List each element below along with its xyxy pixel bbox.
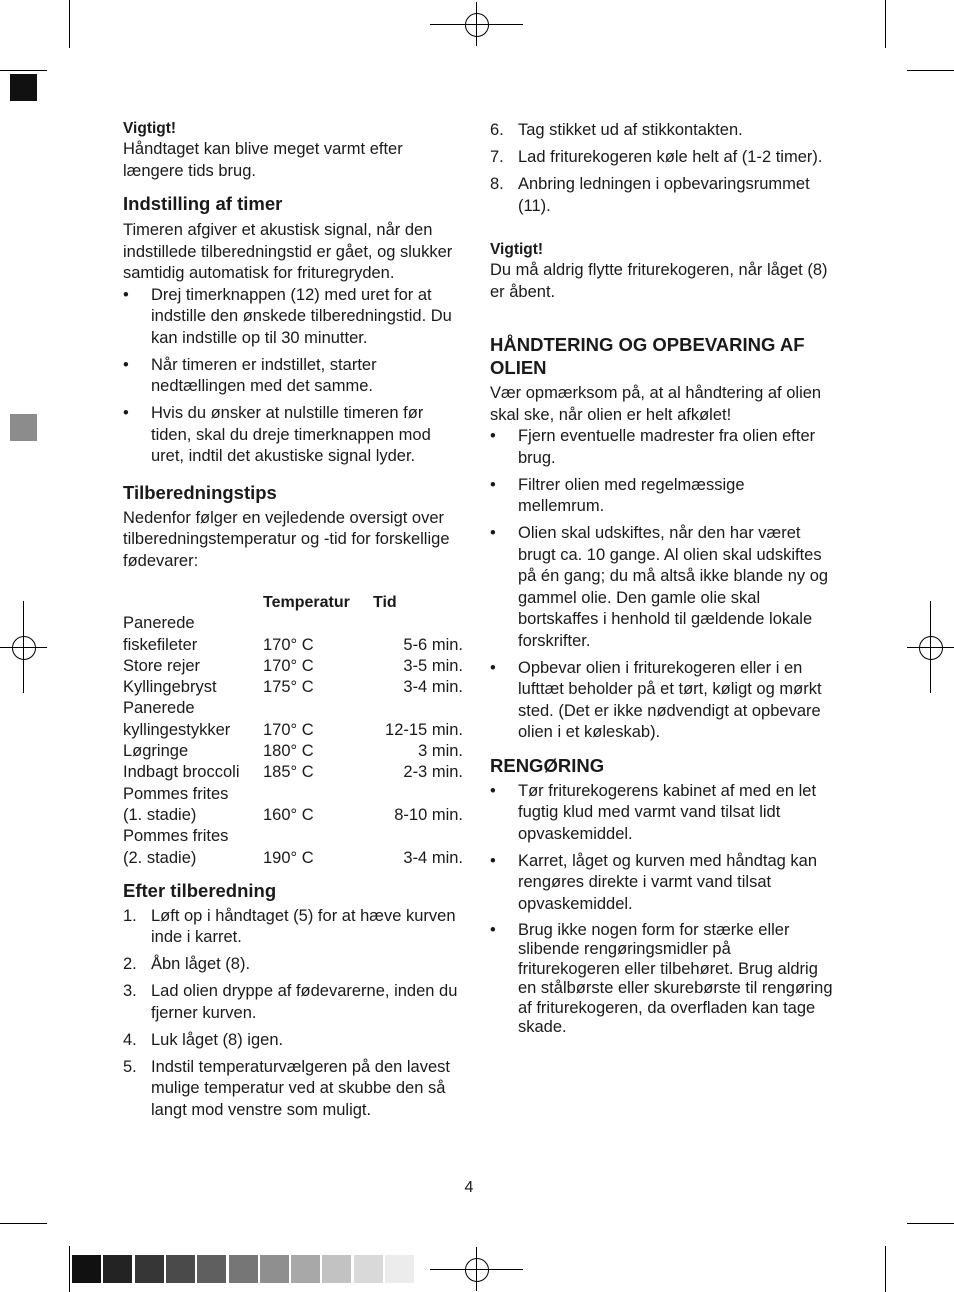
bullet-glyph: • <box>490 658 496 677</box>
food-cell: Indbagt broccoli <box>123 763 240 782</box>
left-column <box>123 118 463 1127</box>
list-item: 5. Indstil temperaturvælgeren på den lavest mulige temperatur ved at skubbe den så langt mod venstre som muligt. <box>123 1057 450 1119</box>
food-cell: Store rejer <box>123 656 201 675</box>
table-row <box>123 677 463 698</box>
color-swatch <box>229 1255 258 1283</box>
color-swatch <box>354 1255 383 1283</box>
cooking-table <box>123 592 463 869</box>
table-row <box>123 741 463 762</box>
temperature-cell: 180° C <box>263 742 314 761</box>
time-cell: 3 min. <box>418 742 463 761</box>
food-cell: Pommes frites <box>123 784 229 803</box>
crop-mark <box>69 1246 70 1292</box>
timer-intro: Timeren afgiver et akustisk signal, når den indstillede tilberedningstid er gået, og slukker samtidig automatisk for frituregryden. <box>123 221 453 282</box>
list-item: • Når timeren er indstillet, starter nedtællingen med det samme. <box>123 355 377 395</box>
important-title: Vigtigt! <box>123 120 177 137</box>
bullet-glyph: • <box>123 404 129 422</box>
cleaning-heading: RENGØRING <box>490 754 605 776</box>
table-row <box>123 784 463 805</box>
after-heading: Efter tilberedning <box>123 879 277 901</box>
table-row <box>123 848 463 869</box>
crop-mark <box>885 1246 886 1292</box>
important-note <box>123 118 463 182</box>
crop-mark <box>885 0 886 48</box>
table-header-row <box>123 592 463 613</box>
bullet-glyph: • <box>490 920 496 939</box>
temperature-cell: 185° C <box>263 763 314 782</box>
after-steps <box>123 906 463 1122</box>
list-item: • Hvis du ønsker at nulstille timeren før tiden, skal du dreje timerknappen mod uret, indtil det akustiske signal lyder. <box>123 404 431 465</box>
color-swatch <box>135 1255 164 1283</box>
time-cell: 2-3 min. <box>403 763 463 782</box>
color-swatch <box>385 1255 414 1283</box>
bullet-glyph: • <box>490 475 496 494</box>
food-cell: Kyllingebryst <box>123 678 217 697</box>
time-cell: 3-4 min. <box>403 678 463 697</box>
food-cell: Løgringe <box>123 742 189 761</box>
col-time: Tid <box>373 594 397 611</box>
bullet-glyph: • <box>123 355 129 374</box>
important-text: Du må aldrig flytte friturekogeren, når låget (8) er åbent. <box>490 261 828 301</box>
list-item: 8. Anbring ledningen i opbevaringsrummet (11). <box>490 175 810 215</box>
list-item: 7. Lad friturekogeren køle helt af (1-2 timer). <box>490 148 823 166</box>
color-swatch <box>197 1255 226 1283</box>
table-row <box>123 826 463 847</box>
list-item: 4. Luk låget (8) igen. <box>123 1030 284 1049</box>
page-number: 4 <box>464 1179 474 1196</box>
color-swatch <box>322 1255 351 1283</box>
section-tab-black <box>10 74 37 101</box>
section-tab-gray <box>10 414 37 441</box>
bullet-glyph: • <box>123 285 129 304</box>
crop-mark <box>0 1223 47 1224</box>
oil-intro: Vær opmærksom på, at al håndtering af olien skal ske, når olien er helt afkølet! <box>490 384 822 424</box>
food-cell: Pommes frites <box>123 827 229 846</box>
table-row <box>123 635 463 656</box>
table-row <box>123 656 463 677</box>
time-cell: 8-10 min. <box>394 805 463 824</box>
food-cell: (1. stadie) <box>123 805 197 824</box>
oil-heading: HÅNDTERING OG OPBEVARING AF OLIEN <box>490 334 805 378</box>
right-column <box>490 120 835 1043</box>
list-item: • Brug ikke nogen form for stærke eller slibende rengøringsmidler på friturekogeren eller tilbehøret. Brug aldrig en stålbørste eller skurebørste til rengøring af friturekogeren, da overfladen kan tage skade. <box>490 920 833 1036</box>
list-item: • Tør friturekogerens kabinet af med en let fugtig klud med varmt vand tilsat lidt opvaskemiddel. <box>490 781 817 843</box>
after-steps-continued <box>490 120 835 217</box>
table-row <box>123 720 463 741</box>
food-cell: (2. stadie) <box>123 848 197 867</box>
table-row <box>123 805 463 826</box>
color-swatch <box>72 1255 101 1283</box>
temperature-cell: 175° C <box>263 678 314 697</box>
table-row <box>123 613 463 634</box>
bullet-glyph: • <box>490 851 496 870</box>
crop-mark <box>907 1223 954 1224</box>
temperature-cell: 170° C <box>263 720 314 739</box>
crop-mark <box>0 70 47 71</box>
important-note <box>490 239 835 303</box>
bullet-glyph: • <box>490 781 496 800</box>
list-item: 6. Tag stikket ud af stikkontakten. <box>490 121 743 139</box>
time-cell: 3-4 min. <box>403 848 463 867</box>
list-item: • Drej timerknappen (12) med uret for at indstille den ønskede tilberedningstid. Du kan indstille op til 30 minutter. <box>123 285 452 347</box>
list-item: 1. Løft op i håndtaget (5) for at hæve kurven inde i karret. <box>123 906 456 947</box>
oil-bullets <box>490 426 835 744</box>
list-item: • Filtrer olien med regelmæssige mellemrum. <box>490 475 745 515</box>
list-item: • Fjern eventuelle madrester fra olien efter brug. <box>490 427 816 467</box>
temperature-cell: 160° C <box>263 805 314 824</box>
color-swatch <box>166 1255 195 1283</box>
list-item: 2. Åbn låget (8). <box>123 955 251 974</box>
list-item: • Olien skal udskiftes, når den har været brugt ca. 10 gange. Al olien skal udskiftes på én gang; du må altså ikke blande ny og gammel olie. Den gamle olie skal bortskaffes i henhold til gældende lokale forskrifter. <box>490 524 829 650</box>
timer-bullets <box>123 285 463 468</box>
list-item: • Opbevar olien i friturekogeren eller i en lufttæt beholder på et tørt, køligt og mørkt sted. (Det er ikke nødvendigt at opbevare olien i et køleskab). <box>490 658 822 741</box>
temperature-cell: 170° C <box>263 656 314 675</box>
food-cell: Panerede <box>123 614 195 633</box>
important-text: Håndtaget kan blive meget varmt efter længere tids brug. <box>123 140 403 180</box>
color-swatch <box>291 1255 320 1283</box>
timer-heading: Indstilling af timer <box>123 193 283 214</box>
table-row <box>123 698 463 719</box>
table-row <box>123 762 463 783</box>
cleaning-bullets <box>490 781 835 1038</box>
time-cell: 5-6 min. <box>403 635 463 654</box>
time-cell: 3-5 min. <box>403 656 463 675</box>
temperature-cell: 170° C <box>263 635 314 654</box>
food-cell: Panerede <box>123 699 195 718</box>
color-swatch <box>260 1255 289 1283</box>
bullet-glyph: • <box>490 524 496 542</box>
tips-heading: Tilberedningstips <box>123 481 277 503</box>
important-title: Vigtigt! <box>490 241 544 258</box>
col-temperature: Temperatur <box>263 594 350 611</box>
tips-intro: Nedenfor følger en vejledende oversigt over tilberedningstemperatur og -tid for forskellige fødevarer: <box>123 508 450 570</box>
color-swatch <box>103 1255 132 1283</box>
list-item: • Karret, låget og kurven med håndtag kan rengøres direkte i varmt vand tilsat opvaskemiddel. <box>490 851 818 913</box>
food-cell: kyllingestykker <box>123 720 231 739</box>
bullet-glyph: • <box>490 427 496 445</box>
crop-mark <box>69 0 70 48</box>
food-cell: fiskefileter <box>123 635 198 654</box>
list-item: 3. Lad olien dryppe af fødevarerne, inden du fjerner kurven. <box>123 982 458 1022</box>
temperature-cell: 190° C <box>263 848 314 867</box>
time-cell: 12-15 min. <box>385 720 463 739</box>
crop-mark <box>907 70 954 71</box>
